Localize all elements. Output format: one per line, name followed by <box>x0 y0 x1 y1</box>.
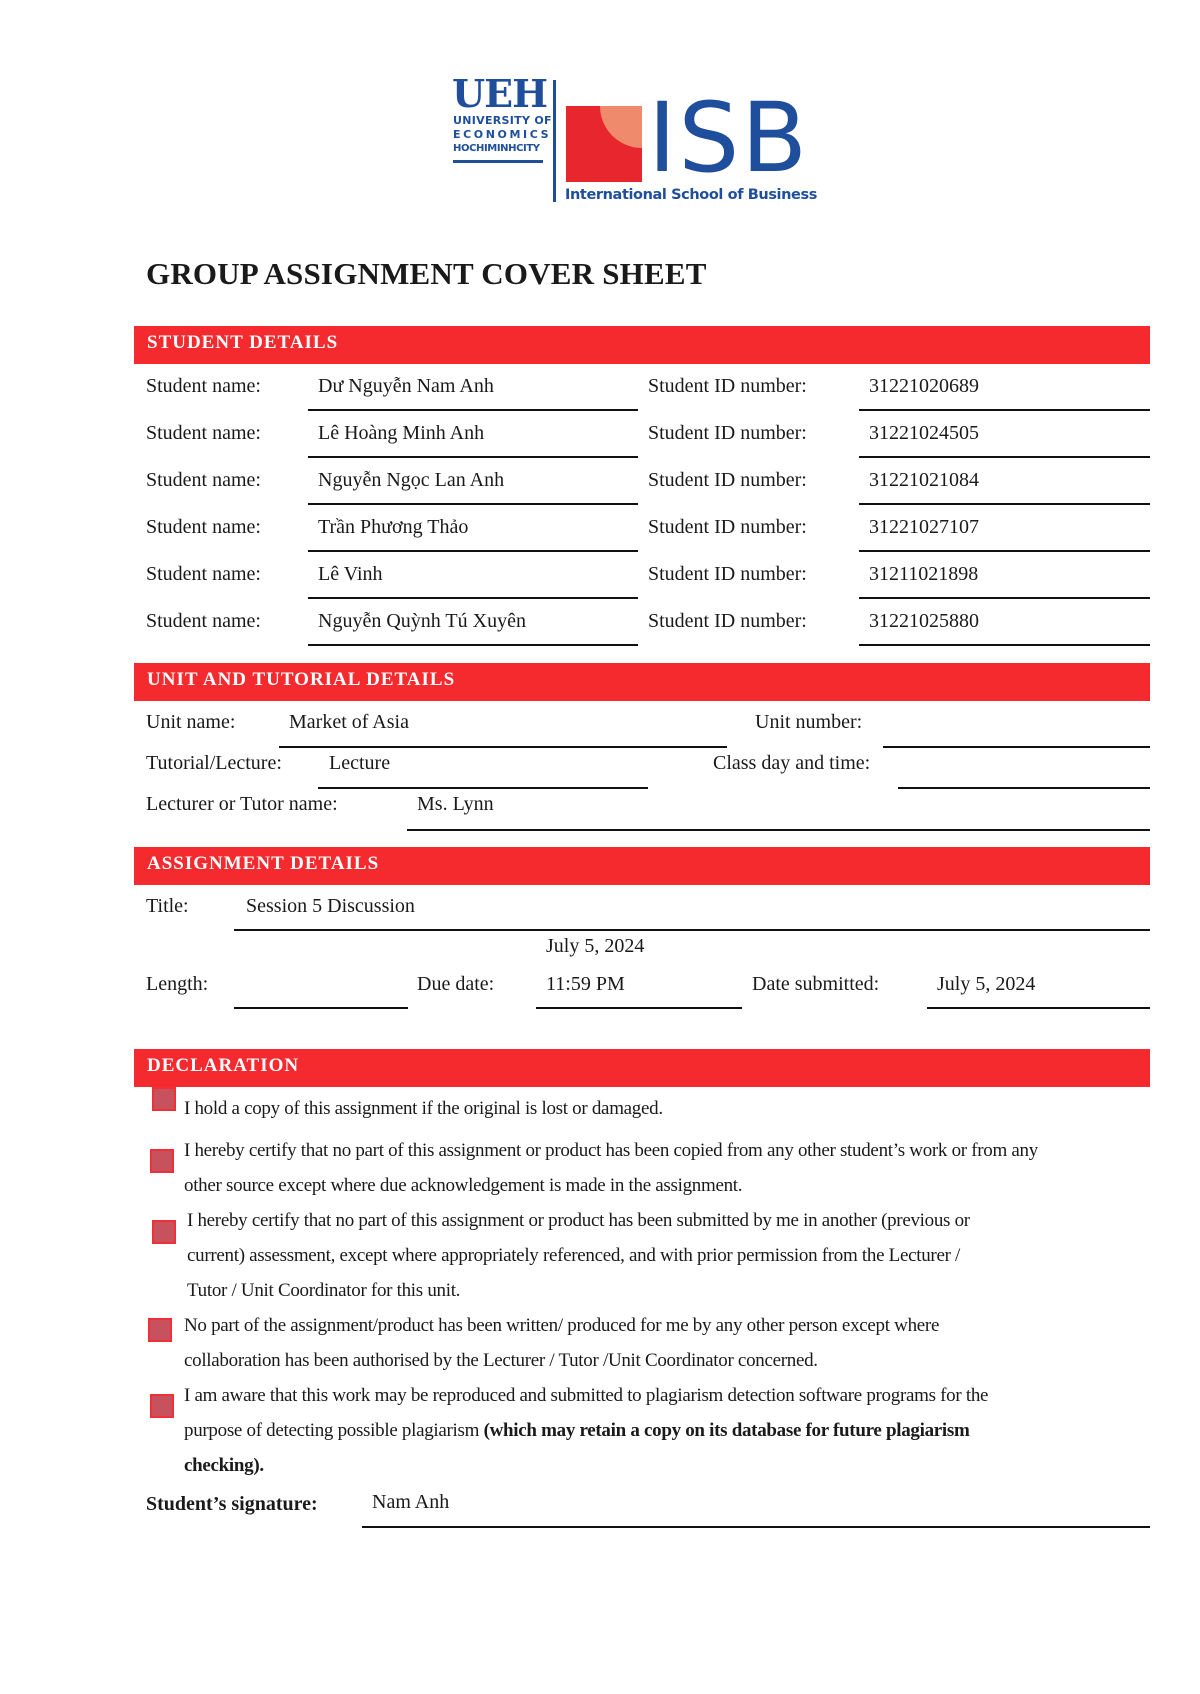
isb-logo-mark-icon <box>566 106 642 182</box>
student-name-value[interactable]: Lê Vinh <box>318 563 383 585</box>
unit-number-line[interactable] <box>883 746 1150 748</box>
declaration-4-line-2: collaboration has been authorised by the Lecturer / Tutor /Unit Coordinator concerned. <box>184 1350 818 1371</box>
unit-name-label: Unit name: <box>146 711 236 733</box>
declaration-text-2 <box>184 1133 1038 1203</box>
unit-details-header <box>134 663 1150 701</box>
length-label: Length: <box>146 973 209 995</box>
student-name-value[interactable]: Nguyễn Quỳnh Tú Xuyên <box>318 610 526 632</box>
student-name-value[interactable]: Trần Phương Thảo <box>318 516 469 538</box>
ueh-logo-wordmark: UEH <box>452 71 548 116</box>
declaration-5-line-2-plain: purpose of detecting possible plagiarism <box>184 1420 484 1441</box>
student-name-value[interactable]: Dư Nguyễn Nam Anh <box>318 375 494 397</box>
student-id-value[interactable]: 31221025880 <box>869 610 979 632</box>
declaration-5-line-2 <box>184 1413 988 1448</box>
title-value[interactable]: Session 5 Discussion <box>246 895 415 917</box>
class-day-label: Class day and time: <box>713 752 871 774</box>
isb-logo-wordmark: ISB <box>648 82 810 194</box>
declaration-heading: DECLARATION <box>147 1055 300 1076</box>
student-id-line <box>859 409 1150 411</box>
student-name-label: Student name: <box>146 375 261 397</box>
ueh-logo-line3: HOCHIMINHCITY <box>453 143 540 154</box>
length-line[interactable] <box>234 1007 408 1009</box>
declaration-1-line-1: I hold a copy of this assignment if the original is lost or damaged. <box>184 1098 663 1119</box>
tutorial-label: Tutorial/Lecture: <box>146 752 282 774</box>
student-id-line <box>859 550 1150 552</box>
unit-number-label: Unit number: <box>755 711 863 733</box>
student-details-header <box>134 326 1150 364</box>
declaration-checkbox-2[interactable] <box>150 1149 174 1173</box>
student-id-line <box>859 456 1150 458</box>
declaration-text-5 <box>184 1378 988 1483</box>
declaration-checkbox-5[interactable] <box>150 1394 174 1418</box>
student-id-label: Student ID number: <box>648 422 807 444</box>
student-name-line <box>308 597 638 599</box>
student-id-line <box>859 503 1150 505</box>
tutorial-value[interactable]: Lecture <box>329 752 391 774</box>
student-name-line <box>308 550 638 552</box>
ueh-logo <box>452 71 552 174</box>
signature-line <box>362 1526 1150 1528</box>
student-name-label: Student name: <box>146 516 261 538</box>
due-time-value[interactable]: 11:59 PM <box>546 973 625 995</box>
date-submitted-line <box>927 1007 1150 1009</box>
student-id-line <box>859 597 1150 599</box>
declaration-5-line-2-bold: (which may retain a copy on its database for future plagiarism <box>483 1420 970 1441</box>
tutorial-line <box>318 787 648 789</box>
student-name-label: Student name: <box>146 422 261 444</box>
student-name-label: Student name: <box>146 563 261 585</box>
declaration-3-line-2: current) assessment, except where appropriately referenced, and with prior permission from the Lecturer / <box>187 1245 961 1266</box>
declaration-3-line-1: I hereby certify that no part of this assignment or product has been submitted by me in another (previous or <box>187 1210 970 1231</box>
date-submitted-label: Date submitted: <box>752 973 880 995</box>
student-id-label: Student ID number: <box>648 469 807 491</box>
student-id-line <box>859 644 1150 646</box>
logo-divider <box>553 80 556 202</box>
due-date-value[interactable]: July 5, 2024 <box>546 935 645 957</box>
declaration-checkbox-1[interactable] <box>152 1087 176 1111</box>
lecturer-label: Lecturer or Tutor name: <box>146 793 338 815</box>
assignment-details-heading: ASSIGNMENT DETAILS <box>147 853 380 874</box>
due-date-line <box>536 1007 742 1009</box>
declaration-checkbox-4[interactable] <box>148 1318 172 1342</box>
declaration-5-line-3-bold: checking). <box>184 1455 264 1476</box>
student-name-label: Student name: <box>146 469 261 491</box>
title-label: Title: <box>146 895 189 917</box>
ueh-logo-underline <box>453 160 543 163</box>
lecturer-line <box>407 829 1150 831</box>
student-id-value[interactable]: 31221027107 <box>869 516 979 538</box>
unit-details-heading: UNIT AND TUTORIAL DETAILS <box>147 669 456 690</box>
assignment-details-header <box>134 847 1150 885</box>
class-day-line[interactable] <box>898 787 1150 789</box>
student-id-value[interactable]: 31221020689 <box>869 375 979 397</box>
student-id-label: Student ID number: <box>648 375 807 397</box>
student-id-value[interactable]: 31221021084 <box>869 469 979 491</box>
declaration-4-line-1: No part of the assignment/product has been written/ produced for me by any other person except where <box>184 1315 940 1336</box>
signature-value[interactable]: Nam Anh <box>372 1491 450 1513</box>
declaration-text-3 <box>187 1203 970 1308</box>
date-submitted-value[interactable]: July 5, 2024 <box>937 973 1036 995</box>
unit-name-line <box>279 746 727 748</box>
page-title: GROUP ASSIGNMENT COVER SHEET <box>146 256 707 291</box>
declaration-2-line-2: other source except where due acknowledgement is made in the assignment. <box>184 1175 743 1196</box>
declaration-2-line-1: I hereby certify that no part of this assignment or product has been copied from any other student’s work or from any <box>184 1140 1038 1161</box>
student-id-value[interactable]: 31211021898 <box>869 563 979 585</box>
ueh-logo-line1: UNIVERSITY OF <box>453 114 552 127</box>
student-name-line <box>308 409 638 411</box>
declaration-3-line-3: Tutor / Unit Coordinator for this unit. <box>187 1280 461 1301</box>
isb-logo-subtitle: International School of Business <box>565 187 817 203</box>
student-id-label: Student ID number: <box>648 563 807 585</box>
ueh-logo-line2: ECONOMICS <box>453 128 552 141</box>
student-name-value[interactable]: Nguyễn Ngọc Lan Anh <box>318 469 505 491</box>
declaration-checkbox-3[interactable] <box>152 1220 176 1244</box>
student-name-value[interactable]: Lê Hoàng Minh Anh <box>318 422 485 444</box>
declaration-5-line-1: I am aware that this work may be reproduced and submitted to plagiarism detection software programs for the <box>184 1385 989 1406</box>
declaration-text-4 <box>184 1308 939 1378</box>
title-line <box>234 929 1150 931</box>
unit-name-value[interactable]: Market of Asia <box>289 711 409 733</box>
isb-logo <box>565 82 817 210</box>
student-id-label: Student ID number: <box>648 516 807 538</box>
declaration-text-1 <box>184 1091 663 1126</box>
lecturer-value[interactable]: Ms. Lynn <box>417 793 494 815</box>
student-name-line <box>308 456 638 458</box>
student-name-line <box>308 644 638 646</box>
student-name-label: Student name: <box>146 610 261 632</box>
student-id-value[interactable]: 31221024505 <box>869 422 979 444</box>
declaration-header <box>134 1049 1150 1087</box>
declaration-5-line-3 <box>184 1448 988 1483</box>
student-id-label: Student ID number: <box>648 610 807 632</box>
student-details-heading: STUDENT DETAILS <box>147 332 339 353</box>
signature-label: Student’s signature: <box>146 1493 318 1515</box>
student-name-line <box>308 503 638 505</box>
due-date-label: Due date: <box>417 973 495 995</box>
